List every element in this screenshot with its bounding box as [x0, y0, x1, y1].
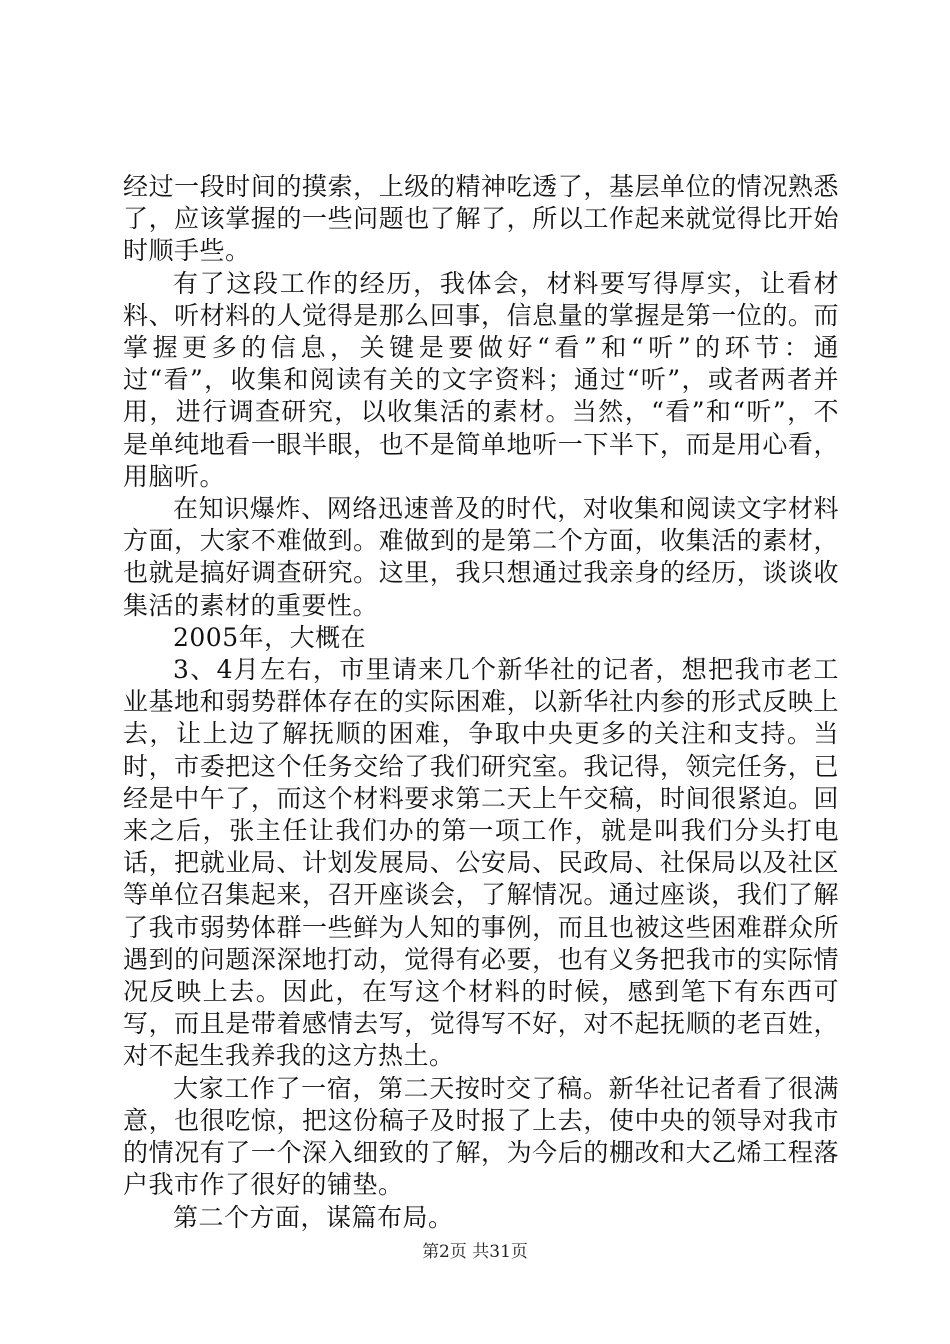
- paragraph-xinhua-task: 3、4月左右，市里请来几个新华社的记者，想把我市老工业基地和弱势群体存在的实际困难，以新华社内参的形式反映上去，让上边了解抚顺的困难，争取中央更多的关注和支持。当时，市委把这个任务交给了我们研究室。我记得，领完任务，已经是中午了，而这个材料要求第二天上午交稿，时间很紧迫。回来之后，张主任让我们办的第一项工作，就是叫我们分头打电话，把就业局、计划发展局、公安局、民政局、社保局以及社区等单位召集起来，召开座谈会，了解情况。通过座谈，我们了解了我市弱势体群一些鲜为人知的事例，而且也被这些困难群众所遇到的问题深深地打动，觉得有必要，也有义务把我市的实际情况反映上去。因此，在写这个材料的时候，感到笔下有东西可写，而且是带着感情去写，觉得写不好，对不起抚顺的老百姓，对不起生我养我的这方热土。: [123, 655, 839, 1071]
- document-body: [123, 171, 839, 1234]
- paragraph-result: 大家工作了一宿，第二天按时交了稿。新华社记者看了很满意，也很吃惊，把这份稿子及时报了上去，使中央的领导对我市的情况有了一个深入细致的了解，为今后的棚改和大乙烯工程落户我市作了很好的铺垫。: [123, 1073, 839, 1200]
- page-footer: 第2页 共31页: [422, 1242, 528, 1262]
- paragraph-knowledge-era: 在知识爆炸、网络迅速普及的时代，对收集和阅读文字材料方面，大家不难做到。难做到的是第二个方面，收集活的素材，也就是搞好调查研究。这里，我只想通过我亲身的经历，谈谈收集活的素材的重要性。: [123, 494, 839, 620]
- paragraph-experience: 有了这段工作的经历，我体会，材料要写得厚实，让看材料、听材料的人觉得是那么回事，信息量的掌握是第一位的。而掌握更多的信息，关键是要做好“看”和“听”的环节：通过“看”，收集和阅读有关的文字资料；通过“听”，或者两者并用，进行调查研究，以收集活的素材。当然，“看”和“听”，不是单纯地看一眼半眼，也不是简单地听一下半下，而是用心看，用脑听。: [123, 268, 839, 491]
- paragraph-year-fragment: 2005年，大概在: [173, 622, 367, 652]
- paragraph-continuation: 经过一段时间的摸索，上级的精神吃透了，基层单位的情况熟悉了，应该掌握的一些问题也了解了，所以工作起来就觉得比开始时顺手些。: [123, 172, 839, 266]
- paragraph-section-heading: 第二个方面，谋篇布局。: [173, 1202, 454, 1232]
